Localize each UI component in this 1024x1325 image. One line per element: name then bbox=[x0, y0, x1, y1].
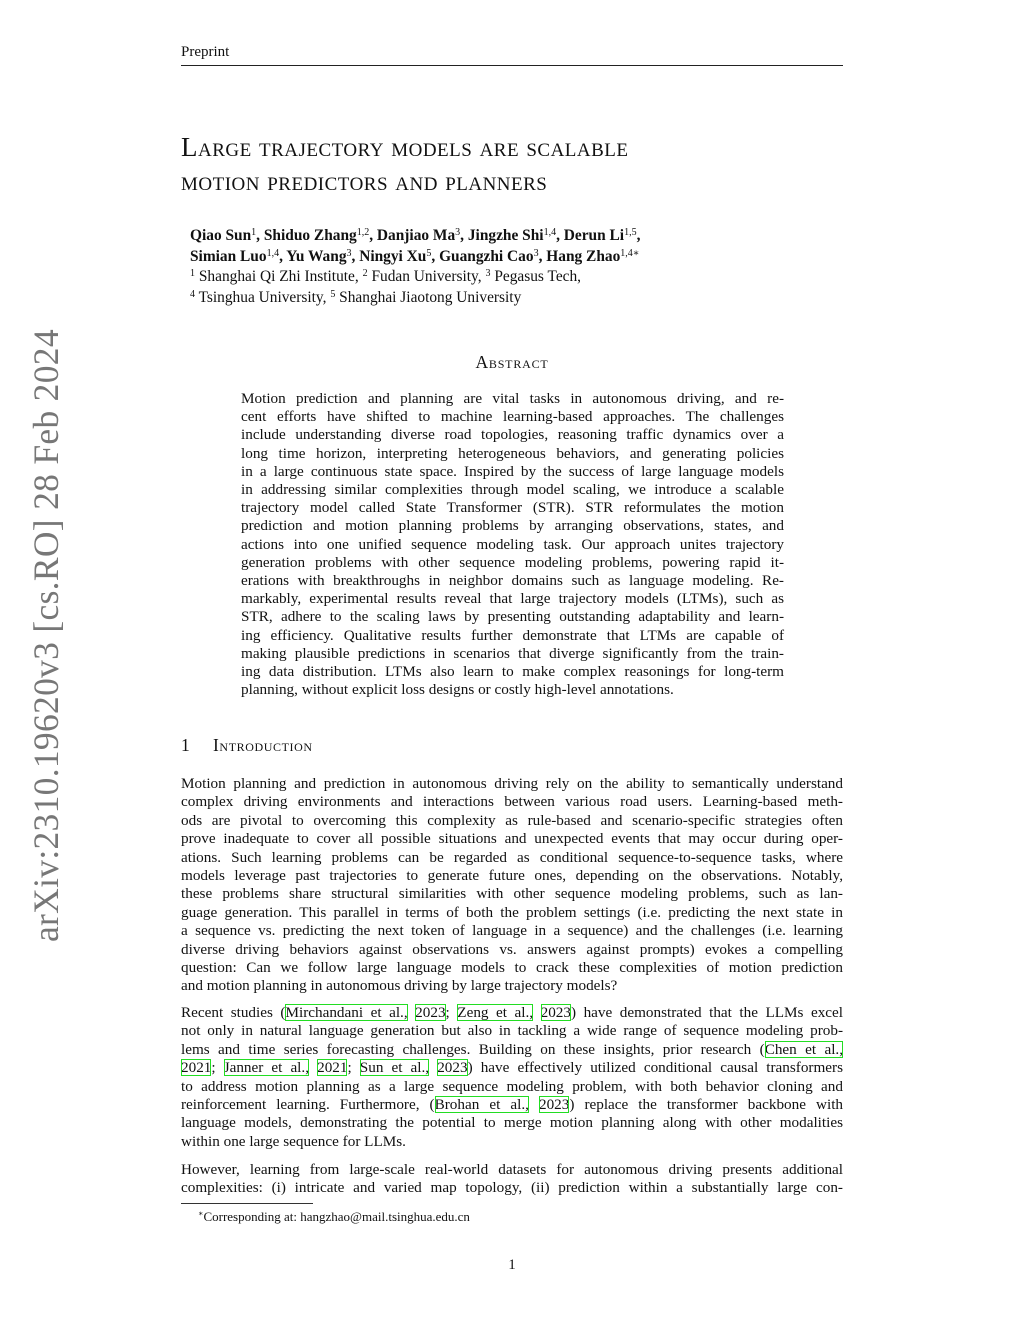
abstract-line: planning, without explicit loss designs or costly high-level annotations. bbox=[241, 681, 674, 699]
author-affil-mark: 1,4 bbox=[543, 227, 557, 238]
running-header: Preprint bbox=[181, 44, 230, 60]
affil-mark: 5 bbox=[330, 288, 336, 300]
abstract-line: in addressing similar complexities through model scaling, we introduce a scalable bbox=[241, 481, 784, 499]
para-line: complexities: (i) intricate and varied map topology, (ii) prediction within a substantially large con- bbox=[181, 1179, 843, 1197]
para-line bbox=[181, 1004, 843, 1022]
author-name: Yu Wang bbox=[286, 247, 347, 265]
intro-paragraph-1 bbox=[181, 775, 843, 996]
abstract-line: actions into one unified sequence modeling task. Our approach unites trajectory bbox=[241, 535, 784, 553]
intro-paragraph-2 bbox=[181, 1004, 843, 1151]
citation-link[interactable]: 2023 bbox=[540, 1004, 571, 1021]
header-rule bbox=[181, 65, 843, 66]
footnote-text: Corresponding at: hangzhao@mail.tsinghua.edu.cn bbox=[203, 1209, 470, 1224]
abstract-line: cent efforts have shifted to machine learning-based approaches. The challenges bbox=[241, 408, 784, 426]
author-name: Qiao Sun bbox=[190, 227, 252, 244]
section-heading bbox=[181, 735, 313, 756]
arxiv-identifier[interactable]: arXiv:2310.19620v3 [cs.RO] 28 Feb 2024 bbox=[26, 329, 66, 942]
text-run: ) replace the transformer backbone with bbox=[569, 1096, 844, 1114]
text-run: reinforcement learning. Furthermore, ( bbox=[181, 1096, 435, 1114]
abstract-line: long time horizon, interpreting heterogeneous behaviors, and generating policies bbox=[241, 444, 784, 462]
citation-link[interactable]: 2021 bbox=[317, 1059, 348, 1077]
para-line: prove inadequate to cover all possible situations and unexpected events that may occur during oper- bbox=[181, 830, 843, 848]
abstract-line: STR, adhere to the scaling laws by presenting outstanding adaptability and learn- bbox=[241, 608, 784, 626]
author-line: Simian Luo$^{1,4}$, Yu Wang$^3$, Ningyi Xu$^5$, Guangzhi Cao$^3$, Hang Zhao$^{1,4∗}$ bbox=[190, 247, 640, 265]
author-name: Shiduo Zhang bbox=[263, 227, 357, 244]
para-line bbox=[181, 1096, 843, 1114]
para-line: complex driving environments and interactions between various road users. Learning-based meth- bbox=[181, 793, 843, 811]
abstract-line: generation problems with other sequence modeling problems, powering rapid it- bbox=[241, 553, 784, 571]
section-number: 1 bbox=[181, 735, 191, 755]
citation-link[interactable]: 2023 bbox=[437, 1059, 468, 1077]
abstract-line: ing efficiency. Qualitative results further demonstrate that LTMs are capable of bbox=[241, 626, 784, 644]
affiliation: Pegasus Tech, bbox=[494, 268, 582, 285]
author-block bbox=[190, 226, 845, 308]
abstract-line: erations with breakthroughs in neighbor domains such as language modeling. Re- bbox=[241, 572, 784, 590]
affil-mark: 1 bbox=[190, 268, 195, 279]
text-run: ; bbox=[445, 1004, 458, 1021]
abstract-line: prediction and motion planning problems by arranging observations, states, and bbox=[241, 517, 784, 535]
abstract-line: Motion prediction and planning are vital tasks in autonomous driving, and re- bbox=[241, 390, 784, 407]
affiliation-line bbox=[190, 288, 845, 309]
para-line: not only in natural language generation but also in tackling a wide range of sequence modeling prob- bbox=[181, 1022, 843, 1040]
text-run: ; bbox=[211, 1059, 224, 1077]
text-run: ) have demonstrated that the LLMs excel bbox=[570, 1004, 844, 1021]
para-line: guage generation. This parallel in terms of both the problem settings (i.e. predicting the next state in bbox=[181, 903, 843, 921]
affiliation: Tsinghua University, bbox=[198, 288, 327, 306]
para-line: and motion planning in autonomous driving by large trajectory models? bbox=[181, 977, 618, 995]
para-line: ods are pivotal to overcoming this complexity as rule-based and scenario-specific strategies often bbox=[181, 811, 843, 829]
author-line: Qiao Sun$^1$, Shiduo Zhang$^{1,2}$, Danjiao Ma$^3$, Jingzhe Shi$^{1,4}$, Derun Li$^{1,5}$, bbox=[190, 227, 641, 244]
affiliation: Shanghai Jiaotong University bbox=[339, 288, 522, 306]
para-line: a sequence vs. predicting the next token of language in a sequence) and the challenges (i.e. learning bbox=[181, 922, 843, 940]
author-affil-mark: 1,2 bbox=[356, 227, 370, 238]
author-name: Ningyi Xu bbox=[359, 247, 427, 265]
abstract-line: making plausible predictions in scenarios that diverge significantly from the train- bbox=[241, 644, 784, 662]
para-line: However, learning from large-scale real-world datasets for autonomous driving presents additional bbox=[181, 1161, 843, 1178]
author-name: Hang Zhao bbox=[546, 247, 621, 265]
para-line bbox=[181, 1041, 843, 1059]
page-number: 1 bbox=[508, 1257, 516, 1273]
citation-link[interactable]: Chen et al., bbox=[764, 1040, 844, 1058]
citation-link[interactable]: Sun et al., bbox=[359, 1059, 430, 1077]
abstract-body bbox=[241, 390, 784, 699]
author-affil-mark: 3 bbox=[533, 247, 539, 259]
author-affil-mark: 1 bbox=[251, 227, 257, 238]
citation-link[interactable]: Mirchandani et al., bbox=[285, 1004, 408, 1021]
abstract-line: trajectory model called State Transformer (STR). STR reformulates the motion bbox=[241, 499, 784, 517]
affiliation: Shanghai Qi Zhi Institute, bbox=[198, 268, 359, 285]
author-name: Simian Luo bbox=[190, 247, 267, 265]
abstract-line: in a large continuous state space. Inspired by the success of large language models bbox=[241, 462, 784, 480]
abstract-line: include understanding diverse road topologies, reasoning traffic dynamics over a bbox=[241, 426, 784, 444]
citation-link[interactable]: 2023 bbox=[538, 1096, 570, 1114]
author-affil-mark: 1,4∗ bbox=[620, 247, 640, 259]
citation-link[interactable]: 2023 bbox=[415, 1004, 446, 1021]
paper-title bbox=[181, 130, 843, 198]
para-line: to address motion planning as a large sequence modeling problem, with both behavior cloning and bbox=[181, 1077, 843, 1095]
text-run: ) have effectively utilized conditional causal transformers bbox=[467, 1059, 844, 1077]
footnote-mark: ∗ bbox=[198, 1209, 204, 1218]
citation-link[interactable]: Janner et al., bbox=[223, 1059, 310, 1077]
affil-mark: 3 bbox=[485, 268, 491, 279]
text-run: lems and time series forecasting challenges. Building on these insights, prior research ( bbox=[181, 1040, 765, 1058]
para-line: within one large sequence for LLMs. bbox=[181, 1132, 406, 1150]
affil-mark: 2 bbox=[362, 268, 368, 279]
section-title: Introduction bbox=[213, 735, 313, 755]
affiliation: Fudan University, bbox=[371, 268, 482, 285]
author-affil-mark: 1,4 bbox=[266, 247, 280, 259]
para-line: Motion planning and prediction in autonomous driving rely on the ability to semantically understand bbox=[181, 775, 843, 792]
citation-link[interactable]: Zeng et al., bbox=[457, 1004, 534, 1021]
abstract-heading: Abstract bbox=[475, 352, 549, 372]
footnote bbox=[198, 1209, 470, 1225]
author-affil-mark: 3 bbox=[346, 247, 352, 259]
para-line: diverse driving behaviors against observations vs. answers against prompts) evokes a compelling bbox=[181, 940, 843, 958]
author-name: Guangzhi Cao bbox=[439, 247, 534, 265]
para-line: question: Can we follow large language models to crack these complexities of motion prediction bbox=[181, 959, 843, 977]
author-affil-mark: 5 bbox=[426, 247, 432, 259]
intro-paragraph-3 bbox=[181, 1161, 843, 1198]
author-name: Derun Li bbox=[563, 227, 625, 244]
para-line: models leverage past trajectories to generate future ones, depending on the observations. Notably, bbox=[181, 867, 843, 885]
abstract-line: markably, experimental results reveal that large trajectory models (LTMs), such as bbox=[241, 590, 784, 608]
author-name: Jingzhe Shi bbox=[467, 227, 544, 244]
abstract-line: ing data distribution. LTMs also learn to make complex reasonings for long-term bbox=[241, 663, 784, 681]
title-line: Large trajectory models are scalable bbox=[181, 132, 629, 162]
para-line: these problems share structural similarities with other sequence modeling problems, such as lan- bbox=[181, 885, 843, 903]
citation-link[interactable]: Brohan et al., bbox=[434, 1096, 529, 1114]
footnote-rule bbox=[181, 1203, 313, 1204]
para-line: ations. Such learning problems can be regarded as conditional sequence-to-sequence tasks, where bbox=[181, 848, 843, 866]
para-line bbox=[181, 1059, 843, 1077]
author-affil-mark: 3 bbox=[455, 227, 461, 238]
affiliation-line bbox=[190, 267, 845, 288]
author-name: Danjiao Ma bbox=[376, 227, 456, 244]
para-line: language models, demonstrating the potential to merge motion planning along with other modalities bbox=[181, 1114, 843, 1132]
title-line: motion predictors and planners bbox=[181, 166, 548, 196]
text-run: Recent studies ( bbox=[181, 1004, 286, 1021]
citation-link[interactable]: 2021 bbox=[181, 1059, 212, 1077]
text-run: ; bbox=[347, 1059, 360, 1077]
author-affil-mark: 1,5 bbox=[624, 227, 637, 238]
affil-mark: 4 bbox=[190, 288, 195, 300]
